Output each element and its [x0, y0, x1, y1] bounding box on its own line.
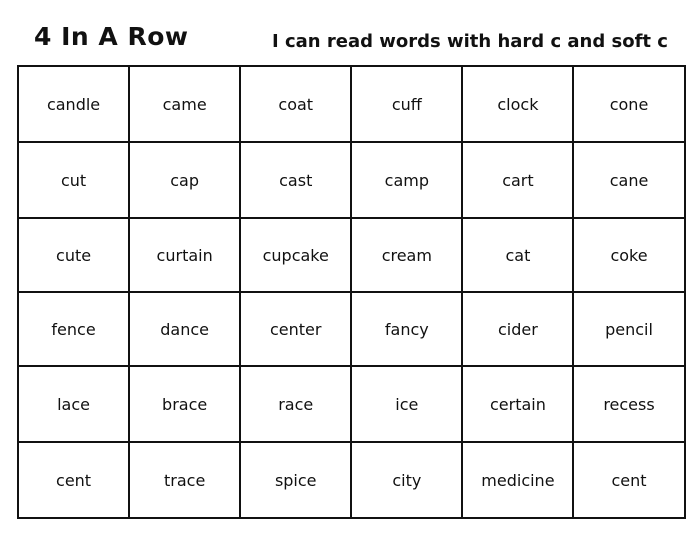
page-subtitle: I can read words with hard c and soft c: [272, 31, 668, 52]
word-cell: cap: [129, 142, 240, 218]
word-cell: curtain: [129, 218, 240, 292]
word-cell: came: [129, 66, 240, 142]
word-cell: cute: [18, 218, 129, 292]
word-cell: cupcake: [240, 218, 351, 292]
word-cell: cream: [351, 218, 462, 292]
grid-row: [18, 442, 685, 518]
grid-row: [18, 142, 685, 218]
word-cell: certain: [462, 366, 573, 442]
word-cell: fancy: [351, 292, 462, 366]
word-cell: candle: [18, 66, 129, 142]
word-cell: trace: [129, 442, 240, 518]
word-cell: cast: [240, 142, 351, 218]
word-cell: ice: [351, 366, 462, 442]
word-cell: cat: [462, 218, 573, 292]
word-cell: camp: [351, 142, 462, 218]
word-cell: brace: [129, 366, 240, 442]
word-cell: lace: [18, 366, 129, 442]
word-cell: city: [351, 442, 462, 518]
word-cell: spice: [240, 442, 351, 518]
grid-row: [18, 366, 685, 442]
page-title: 4 In A Row: [34, 22, 189, 51]
word-cell: coke: [573, 218, 684, 292]
word-cell: recess: [573, 366, 684, 442]
word-grid: [17, 65, 686, 519]
word-cell: cent: [573, 442, 684, 518]
word-cell: pencil: [573, 292, 684, 366]
word-cell: center: [240, 292, 351, 366]
word-cell: coat: [240, 66, 351, 142]
word-cell: cart: [462, 142, 573, 218]
word-cell: fence: [18, 292, 129, 366]
word-cell: race: [240, 366, 351, 442]
word-cell: cider: [462, 292, 573, 366]
grid-row: [18, 218, 685, 292]
word-cell: clock: [462, 66, 573, 142]
word-cell: cane: [573, 142, 684, 218]
word-cell: medicine: [462, 442, 573, 518]
grid-row: [18, 66, 685, 142]
word-cell: cone: [573, 66, 684, 142]
grid-row: [18, 292, 685, 366]
word-cell: cut: [18, 142, 129, 218]
word-cell: cent: [18, 442, 129, 518]
word-cell: cuff: [351, 66, 462, 142]
word-cell: dance: [129, 292, 240, 366]
